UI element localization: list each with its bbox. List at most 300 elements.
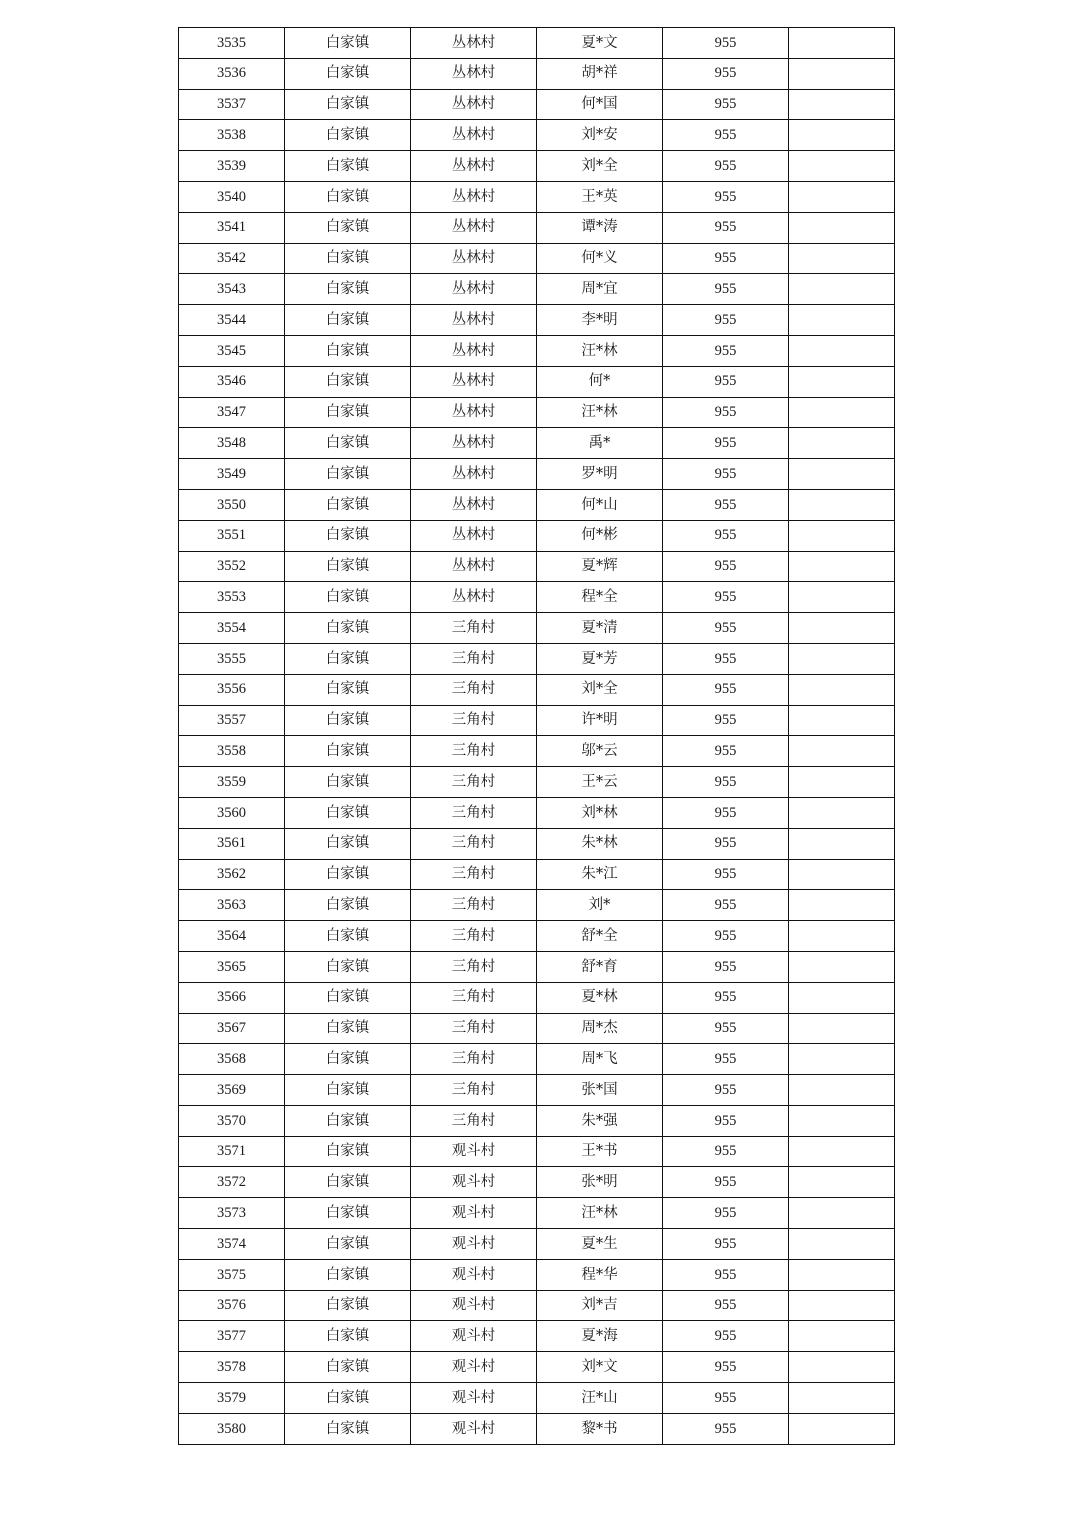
cell-town: 白家镇 [285, 58, 411, 89]
table-row [179, 428, 895, 459]
cell-village: 丛林村 [411, 58, 537, 89]
cell-note [789, 828, 895, 859]
table-row [179, 335, 895, 366]
cell-town: 白家镇 [285, 736, 411, 767]
roster-table-body [179, 28, 895, 1445]
cell-amount: 955 [663, 767, 789, 798]
table-row [179, 674, 895, 705]
cell-serial-number: 3573 [179, 1198, 285, 1229]
cell-amount: 955 [663, 613, 789, 644]
cell-amount: 955 [663, 274, 789, 305]
roster-table [178, 27, 895, 1445]
cell-village: 丛林村 [411, 89, 537, 120]
cell-serial-number: 3538 [179, 120, 285, 151]
cell-town: 白家镇 [285, 1352, 411, 1383]
table-row [179, 243, 895, 274]
cell-serial-number: 3578 [179, 1352, 285, 1383]
cell-serial-number: 3561 [179, 828, 285, 859]
cell-town: 白家镇 [285, 643, 411, 674]
cell-amount: 955 [663, 28, 789, 59]
cell-serial-number: 3535 [179, 28, 285, 59]
cell-village: 观斗村 [411, 1290, 537, 1321]
table-row [179, 151, 895, 182]
cell-note [789, 1075, 895, 1106]
cell-amount: 955 [663, 1383, 789, 1414]
cell-serial-number: 3551 [179, 520, 285, 551]
cell-town: 白家镇 [285, 1013, 411, 1044]
cell-town: 白家镇 [285, 890, 411, 921]
cell-name: 李*明 [537, 305, 663, 336]
cell-town: 白家镇 [285, 921, 411, 952]
cell-name: 夏*海 [537, 1321, 663, 1352]
cell-amount: 955 [663, 797, 789, 828]
cell-note [789, 1413, 895, 1444]
cell-amount: 955 [663, 181, 789, 212]
cell-town: 白家镇 [285, 89, 411, 120]
cell-serial-number: 3574 [179, 1229, 285, 1260]
cell-serial-number: 3570 [179, 1105, 285, 1136]
cell-town: 白家镇 [285, 828, 411, 859]
cell-town: 白家镇 [285, 1044, 411, 1075]
cell-village: 三角村 [411, 767, 537, 798]
cell-name: 夏*芳 [537, 643, 663, 674]
cell-amount: 955 [663, 921, 789, 952]
cell-note [789, 520, 895, 551]
cell-village: 观斗村 [411, 1229, 537, 1260]
cell-name: 周*杰 [537, 1013, 663, 1044]
cell-name: 舒*全 [537, 921, 663, 952]
cell-serial-number: 3556 [179, 674, 285, 705]
cell-amount: 955 [663, 1044, 789, 1075]
cell-amount: 955 [663, 1259, 789, 1290]
cell-note [789, 459, 895, 490]
cell-town: 白家镇 [285, 674, 411, 705]
cell-note [789, 859, 895, 890]
cell-village: 三角村 [411, 613, 537, 644]
table-row [179, 582, 895, 613]
cell-serial-number: 3547 [179, 397, 285, 428]
table-row [179, 274, 895, 305]
cell-name: 程*全 [537, 582, 663, 613]
cell-note [789, 1383, 895, 1414]
table-row [179, 613, 895, 644]
cell-village: 观斗村 [411, 1352, 537, 1383]
cell-note [789, 890, 895, 921]
table-row [179, 890, 895, 921]
cell-amount: 955 [663, 1413, 789, 1444]
cell-town: 白家镇 [285, 335, 411, 366]
cell-town: 白家镇 [285, 582, 411, 613]
cell-note [789, 335, 895, 366]
table-row [179, 366, 895, 397]
table-row [179, 1044, 895, 1075]
cell-village: 三角村 [411, 674, 537, 705]
cell-note [789, 982, 895, 1013]
cell-note [789, 1198, 895, 1229]
cell-serial-number: 3540 [179, 181, 285, 212]
cell-village: 丛林村 [411, 397, 537, 428]
cell-serial-number: 3536 [179, 58, 285, 89]
cell-serial-number: 3560 [179, 797, 285, 828]
cell-serial-number: 3562 [179, 859, 285, 890]
cell-town: 白家镇 [285, 613, 411, 644]
cell-village: 丛林村 [411, 120, 537, 151]
cell-village: 丛林村 [411, 151, 537, 182]
cell-village: 三角村 [411, 705, 537, 736]
cell-note [789, 243, 895, 274]
table-row [179, 1167, 895, 1198]
cell-serial-number: 3549 [179, 459, 285, 490]
cell-town: 白家镇 [285, 397, 411, 428]
cell-serial-number: 3567 [179, 1013, 285, 1044]
cell-name: 朱*江 [537, 859, 663, 890]
table-row [179, 58, 895, 89]
cell-name: 周*飞 [537, 1044, 663, 1075]
cell-amount: 955 [663, 459, 789, 490]
cell-serial-number: 3548 [179, 428, 285, 459]
cell-name: 黎*书 [537, 1413, 663, 1444]
cell-village: 丛林村 [411, 274, 537, 305]
cell-name: 谭*涛 [537, 212, 663, 243]
cell-name: 汪*林 [537, 335, 663, 366]
table-row [179, 643, 895, 674]
cell-note [789, 120, 895, 151]
cell-village: 观斗村 [411, 1321, 537, 1352]
cell-name: 何*山 [537, 489, 663, 520]
cell-serial-number: 3557 [179, 705, 285, 736]
cell-amount: 955 [663, 1352, 789, 1383]
table-row [179, 1352, 895, 1383]
cell-serial-number: 3539 [179, 151, 285, 182]
cell-town: 白家镇 [285, 767, 411, 798]
cell-note [789, 489, 895, 520]
cell-name: 何*义 [537, 243, 663, 274]
cell-name: 张*明 [537, 1167, 663, 1198]
cell-town: 白家镇 [285, 1167, 411, 1198]
cell-serial-number: 3559 [179, 767, 285, 798]
cell-name: 夏*生 [537, 1229, 663, 1260]
cell-note [789, 1290, 895, 1321]
cell-amount: 955 [663, 520, 789, 551]
cell-town: 白家镇 [285, 551, 411, 582]
cell-town: 白家镇 [285, 1229, 411, 1260]
cell-amount: 955 [663, 951, 789, 982]
cell-name: 禹* [537, 428, 663, 459]
cell-name: 刘*林 [537, 797, 663, 828]
cell-amount: 955 [663, 366, 789, 397]
cell-village: 观斗村 [411, 1136, 537, 1167]
cell-note [789, 212, 895, 243]
cell-amount: 955 [663, 551, 789, 582]
table-row [179, 767, 895, 798]
cell-note [789, 366, 895, 397]
table-row [179, 89, 895, 120]
cell-note [789, 1013, 895, 1044]
table-row [179, 397, 895, 428]
cell-village: 丛林村 [411, 366, 537, 397]
cell-amount: 955 [663, 58, 789, 89]
table-row [179, 212, 895, 243]
cell-note [789, 797, 895, 828]
cell-note [789, 274, 895, 305]
cell-serial-number: 3572 [179, 1167, 285, 1198]
cell-town: 白家镇 [285, 151, 411, 182]
table-row [179, 489, 895, 520]
table-row [179, 859, 895, 890]
cell-amount: 955 [663, 428, 789, 459]
cell-village: 三角村 [411, 797, 537, 828]
cell-village: 观斗村 [411, 1259, 537, 1290]
cell-name: 王*书 [537, 1136, 663, 1167]
table-row [179, 120, 895, 151]
cell-note [789, 736, 895, 767]
table-row [179, 828, 895, 859]
cell-amount: 955 [663, 1105, 789, 1136]
cell-serial-number: 3554 [179, 613, 285, 644]
cell-village: 三角村 [411, 921, 537, 952]
table-row [179, 921, 895, 952]
cell-amount: 955 [663, 212, 789, 243]
cell-name: 夏*林 [537, 982, 663, 1013]
table-row [179, 1229, 895, 1260]
cell-serial-number: 3541 [179, 212, 285, 243]
cell-name: 刘*全 [537, 151, 663, 182]
cell-village: 观斗村 [411, 1413, 537, 1444]
cell-name: 何*国 [537, 89, 663, 120]
cell-name: 刘* [537, 890, 663, 921]
cell-serial-number: 3569 [179, 1075, 285, 1106]
cell-note [789, 1352, 895, 1383]
cell-amount: 955 [663, 828, 789, 859]
table-row [179, 951, 895, 982]
cell-amount: 955 [663, 120, 789, 151]
cell-village: 丛林村 [411, 459, 537, 490]
table-row [179, 1013, 895, 1044]
cell-town: 白家镇 [285, 305, 411, 336]
cell-village: 三角村 [411, 1013, 537, 1044]
cell-note [789, 767, 895, 798]
cell-town: 白家镇 [285, 1321, 411, 1352]
cell-serial-number: 3579 [179, 1383, 285, 1414]
cell-village: 三角村 [411, 890, 537, 921]
cell-amount: 955 [663, 489, 789, 520]
cell-note [789, 58, 895, 89]
cell-amount: 955 [663, 643, 789, 674]
cell-town: 白家镇 [285, 520, 411, 551]
table-row [179, 181, 895, 212]
cell-serial-number: 3568 [179, 1044, 285, 1075]
cell-note [789, 1044, 895, 1075]
cell-town: 白家镇 [285, 28, 411, 59]
table-row [179, 736, 895, 767]
cell-village: 观斗村 [411, 1198, 537, 1229]
cell-note [789, 28, 895, 59]
cell-name: 何* [537, 366, 663, 397]
cell-note [789, 643, 895, 674]
cell-town: 白家镇 [285, 243, 411, 274]
cell-note [789, 1167, 895, 1198]
cell-name: 王*英 [537, 181, 663, 212]
cell-village: 三角村 [411, 643, 537, 674]
cell-amount: 955 [663, 89, 789, 120]
table-row [179, 1290, 895, 1321]
table-row [179, 1413, 895, 1444]
cell-village: 观斗村 [411, 1383, 537, 1414]
cell-serial-number: 3571 [179, 1136, 285, 1167]
cell-amount: 955 [663, 859, 789, 890]
cell-amount: 955 [663, 305, 789, 336]
cell-note [789, 1105, 895, 1136]
cell-serial-number: 3543 [179, 274, 285, 305]
cell-town: 白家镇 [285, 1290, 411, 1321]
table-row [179, 1259, 895, 1290]
cell-note [789, 1259, 895, 1290]
cell-serial-number: 3565 [179, 951, 285, 982]
cell-serial-number: 3550 [179, 489, 285, 520]
cell-village: 三角村 [411, 1044, 537, 1075]
cell-town: 白家镇 [285, 1383, 411, 1414]
cell-serial-number: 3558 [179, 736, 285, 767]
cell-serial-number: 3576 [179, 1290, 285, 1321]
cell-serial-number: 3566 [179, 982, 285, 1013]
cell-town: 白家镇 [285, 366, 411, 397]
cell-town: 白家镇 [285, 1413, 411, 1444]
table-row [179, 551, 895, 582]
table-row [179, 797, 895, 828]
table-row [179, 459, 895, 490]
cell-town: 白家镇 [285, 1075, 411, 1106]
cell-note [789, 582, 895, 613]
cell-town: 白家镇 [285, 859, 411, 890]
table-row [179, 1321, 895, 1352]
cell-village: 三角村 [411, 1075, 537, 1106]
cell-name: 刘*全 [537, 674, 663, 705]
cell-amount: 955 [663, 1167, 789, 1198]
cell-village: 三角村 [411, 828, 537, 859]
cell-amount: 955 [663, 243, 789, 274]
cell-town: 白家镇 [285, 428, 411, 459]
cell-amount: 955 [663, 151, 789, 182]
cell-amount: 955 [663, 1075, 789, 1106]
cell-serial-number: 3555 [179, 643, 285, 674]
cell-village: 丛林村 [411, 335, 537, 366]
cell-note [789, 428, 895, 459]
cell-town: 白家镇 [285, 1259, 411, 1290]
cell-name: 罗*明 [537, 459, 663, 490]
cell-note [789, 89, 895, 120]
cell-amount: 955 [663, 1321, 789, 1352]
cell-name: 汪*林 [537, 397, 663, 428]
table-row [179, 28, 895, 59]
cell-name: 刘*安 [537, 120, 663, 151]
cell-name: 张*国 [537, 1075, 663, 1106]
cell-town: 白家镇 [285, 797, 411, 828]
cell-serial-number: 3553 [179, 582, 285, 613]
cell-amount: 955 [663, 982, 789, 1013]
cell-amount: 955 [663, 1136, 789, 1167]
cell-town: 白家镇 [285, 120, 411, 151]
cell-serial-number: 3563 [179, 890, 285, 921]
cell-amount: 955 [663, 674, 789, 705]
table-row [179, 982, 895, 1013]
cell-name: 王*云 [537, 767, 663, 798]
cell-name: 刘*吉 [537, 1290, 663, 1321]
cell-note [789, 674, 895, 705]
table-row [179, 1383, 895, 1414]
cell-serial-number: 3537 [179, 89, 285, 120]
cell-amount: 955 [663, 1198, 789, 1229]
table-row [179, 705, 895, 736]
cell-town: 白家镇 [285, 212, 411, 243]
cell-note [789, 951, 895, 982]
cell-town: 白家镇 [285, 489, 411, 520]
cell-name: 舒*育 [537, 951, 663, 982]
cell-amount: 955 [663, 397, 789, 428]
cell-name: 夏*辉 [537, 551, 663, 582]
cell-town: 白家镇 [285, 181, 411, 212]
cell-serial-number: 3542 [179, 243, 285, 274]
cell-serial-number: 3545 [179, 335, 285, 366]
cell-amount: 955 [663, 1290, 789, 1321]
cell-name: 许*明 [537, 705, 663, 736]
cell-town: 白家镇 [285, 459, 411, 490]
cell-note [789, 613, 895, 644]
cell-note [789, 397, 895, 428]
cell-town: 白家镇 [285, 1136, 411, 1167]
cell-note [789, 305, 895, 336]
cell-note [789, 1229, 895, 1260]
cell-village: 丛林村 [411, 243, 537, 274]
cell-note [789, 551, 895, 582]
cell-serial-number: 3544 [179, 305, 285, 336]
cell-village: 丛林村 [411, 181, 537, 212]
cell-note [789, 1136, 895, 1167]
cell-village: 三角村 [411, 1105, 537, 1136]
cell-village: 观斗村 [411, 1167, 537, 1198]
cell-name: 邬*云 [537, 736, 663, 767]
cell-name: 汪*山 [537, 1383, 663, 1414]
cell-name: 夏*清 [537, 613, 663, 644]
table-row [179, 1136, 895, 1167]
cell-amount: 955 [663, 890, 789, 921]
cell-name: 朱*林 [537, 828, 663, 859]
cell-serial-number: 3546 [179, 366, 285, 397]
cell-name: 何*彬 [537, 520, 663, 551]
table-row [179, 520, 895, 551]
cell-name: 周*宜 [537, 274, 663, 305]
cell-village: 丛林村 [411, 520, 537, 551]
cell-serial-number: 3564 [179, 921, 285, 952]
cell-serial-number: 3580 [179, 1413, 285, 1444]
cell-note [789, 181, 895, 212]
cell-village: 丛林村 [411, 489, 537, 520]
cell-town: 白家镇 [285, 1105, 411, 1136]
cell-serial-number: 3552 [179, 551, 285, 582]
cell-village: 丛林村 [411, 305, 537, 336]
cell-amount: 955 [663, 1013, 789, 1044]
cell-village: 丛林村 [411, 551, 537, 582]
cell-village: 三角村 [411, 736, 537, 767]
cell-town: 白家镇 [285, 705, 411, 736]
cell-amount: 955 [663, 1229, 789, 1260]
cell-name: 程*华 [537, 1259, 663, 1290]
cell-name: 刘*文 [537, 1352, 663, 1383]
cell-name: 汪*林 [537, 1198, 663, 1229]
cell-name: 胡*祥 [537, 58, 663, 89]
cell-amount: 955 [663, 705, 789, 736]
cell-note [789, 1321, 895, 1352]
cell-note [789, 151, 895, 182]
